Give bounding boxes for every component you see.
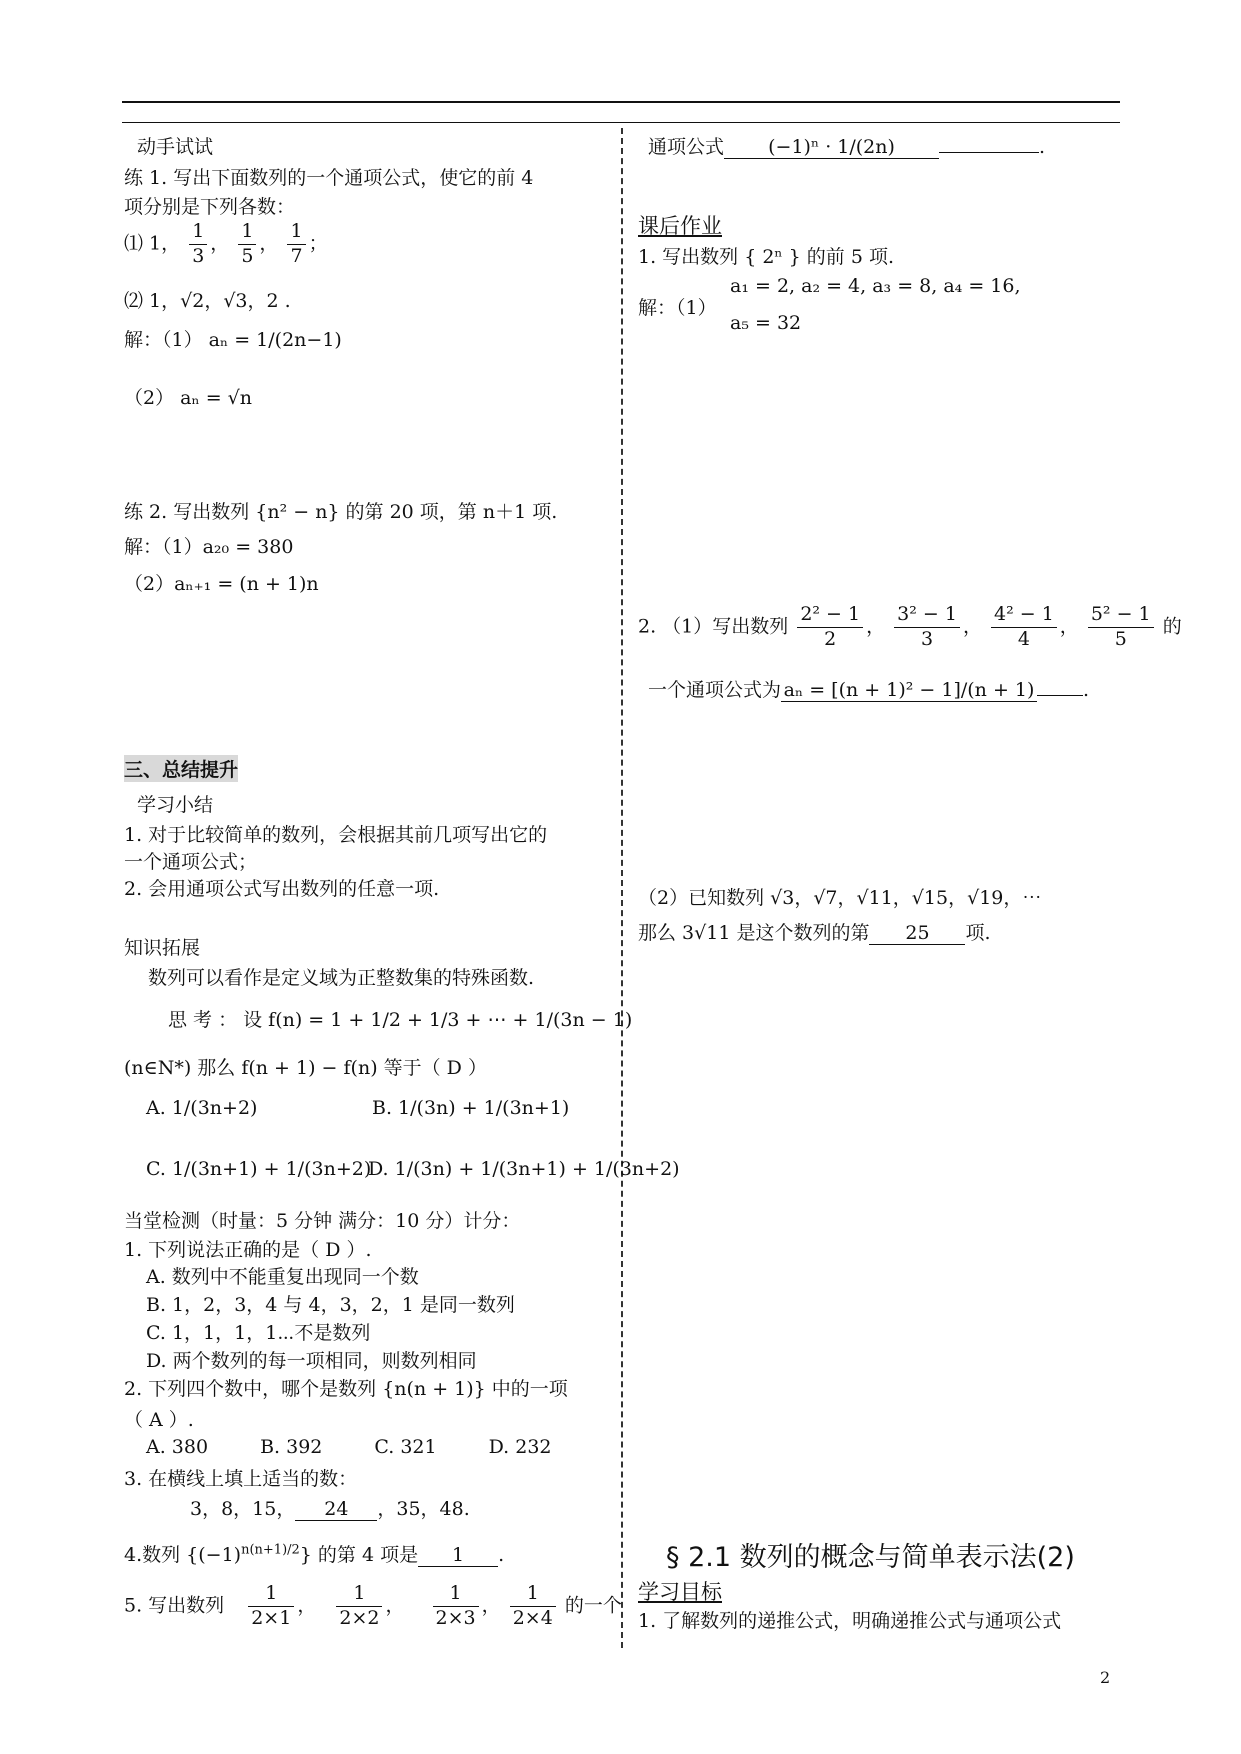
homework-2b-line2 — [638, 918, 991, 945]
hw2-line2-prefix: 一个通项公式为 — [648, 679, 782, 701]
fraction-1-3: $\frac{1}{3}$ — [189, 220, 207, 269]
question-1-option-a: A. 数列中不能重复出现同一个数 — [146, 1266, 419, 1288]
exercise-1-part1: ⑴ 1， $\frac{1}{3}$ ， $\frac{1}{5}$ ， $\frac{1}{7}$ ； — [124, 220, 328, 267]
solution-1-answer: aₙ = 1/(2n−1) — [208, 329, 342, 351]
hw2-answer: aₙ = [(n + 1)² − 1]/(n + 1) — [781, 679, 1037, 702]
section-3-heading: 三、总结提升 — [124, 755, 238, 782]
question-2-option: C. 321 — [374, 1436, 437, 1458]
extension-text: 数列可以看作是定义域为正整数集的特殊函数. — [148, 967, 535, 989]
q4-end: . — [498, 1544, 505, 1566]
exercise-2-solution-1: 解：（1）a₂₀ = 380 — [124, 536, 294, 558]
general-formula-answer: (−1)ⁿ · 1/(2n) — [724, 136, 939, 159]
header-rule — [122, 101, 1120, 103]
q4-prefix: 4.数列 {(−1) — [124, 1544, 242, 1566]
q5-fraction: $\frac{1}{2\times 2}$ — [336, 1582, 382, 1631]
hw2-fraction: $\frac{\text{3² − 1}}{3}$ — [894, 603, 960, 652]
q5-fraction: $\frac{1}{2\times 1}$ — [248, 1582, 294, 1631]
think-formula: f(n) = 1 + 1/2 + 1/3 + ⋯ + 1/(3n − 1) — [268, 1009, 633, 1031]
homework-title: 课后作业 — [638, 214, 722, 238]
learning-goal-1: 1. 了解数列的递推公式，明确递推公式与通项公式 — [638, 1610, 1062, 1632]
extension-title: 知识拓展 — [124, 937, 201, 959]
summary-item-1a: 1. 对于比较简单的数列，会根据其前几项写出它的 — [124, 824, 548, 846]
general-formula-blank-tail — [939, 152, 1039, 153]
q5-prefix: 5. 写出数列 — [124, 1594, 225, 1617]
q4-suffix: } 的第 4 项是 — [299, 1544, 419, 1566]
homework-1-solution-line2: a₅ = 32 — [730, 312, 802, 334]
hw2-blank-tail — [1037, 695, 1083, 696]
hw2b-suffix: 项. — [965, 922, 991, 944]
homework-1-solution-label: 解：（1） — [638, 297, 717, 319]
q5-fraction: $\frac{1}{2\times 4}$ — [510, 1582, 556, 1631]
summary-title: 学习小结 — [137, 794, 214, 816]
think-question — [168, 1005, 632, 1032]
q3-seq-b: ，35，48. — [377, 1498, 470, 1520]
question-4 — [124, 1540, 504, 1567]
summary-item-2: 2. 会用通项公式写出数列的任意一项. — [124, 878, 440, 900]
hw2-fraction: $\frac{\text{5² − 1}}{5}$ — [1088, 603, 1154, 652]
fraction-1-7: $\frac{1}{7}$ — [287, 220, 305, 269]
q3-seq-a: 3，8，15， — [190, 1498, 296, 1520]
option-a: A. 1/(3n+2) — [146, 1097, 258, 1119]
hw2b-blank: 25 — [869, 922, 965, 945]
think-prefix: 思 考 ： 设 — [168, 1009, 263, 1031]
part1-label: ⑴ 1， — [124, 232, 181, 255]
homework-2: 2. （1）写出数列 $\frac{\text{2² − 1}}{2}$ ， $\frac{\text{3² − 1}}{3}$ ， $\frac{\text{4² − 1}}{4}$ ， $\frac{\text{5² − 1}}{5}$ 的 — [638, 603, 1182, 650]
solution-2-answer: aₙ = √n — [180, 387, 253, 409]
homework-2-line2 — [648, 675, 1089, 702]
try-title: 动手试试 — [137, 136, 214, 158]
exercise-1-line1: 练 1. 写出下面数列的一个通项公式，使它的前 4 — [124, 167, 534, 189]
header-rule-thin — [122, 122, 1120, 123]
page-number: 2 — [1100, 1668, 1111, 1687]
think-line2: (n∈N*) 那么 f(n + 1) − f(n) 等于（ D ） — [124, 1057, 487, 1079]
check-title: 当堂检测（时量：5 分钟 满分：10 分）计分： — [124, 1210, 521, 1232]
question-3-sequence — [190, 1494, 470, 1521]
solution-1 — [124, 325, 342, 352]
section-2-1-title: § 2.1 数列的概念与简单表示法(2) — [666, 1542, 1075, 1573]
solution-2-label: （2） — [124, 387, 175, 409]
exercise-1-line2: 项分别是下列各数： — [124, 196, 296, 218]
question-2: 2. 下列四个数中，哪个是数列 {n(n + 1)} 中的一项 — [124, 1378, 568, 1400]
exercise-1-part2: ⑵ 1，√2，√3，2 . — [124, 290, 291, 312]
question-2-answer: （ A ）. — [124, 1409, 194, 1431]
solution-2 — [124, 383, 252, 410]
q4-exponent: n(n+1)/2 — [241, 1542, 300, 1558]
hw2-prefix: 2. （1）写出数列 — [638, 615, 789, 638]
homework-1: 1. 写出数列 { 2ⁿ } 的前 5 项. — [638, 246, 895, 268]
homework-1-solution-line1: a₁ = 2, a₂ = 4, a₃ = 8, a₄ = 16, — [730, 275, 1021, 297]
hw2-suffix: 的 — [1162, 615, 1182, 638]
exercise-2: 练 2. 写出数列 {n² − n} 的第 20 项，第 n＋1 项. — [124, 501, 558, 523]
summary-item-1b: 一个通项公式； — [124, 851, 258, 873]
question-1-option-c: C. 1，1，1，1⋯不是数列 — [146, 1322, 371, 1344]
option-b: B. 1/(3n) + 1/(3n+1) — [372, 1097, 570, 1119]
hw2b-prefix: 那么 3√11 是这个数列的第 — [638, 922, 870, 944]
q4-blank: 1 — [418, 1544, 498, 1567]
question-2-option: A. 380 — [146, 1436, 209, 1458]
general-formula-line — [648, 132, 1045, 159]
hw2-fraction: $\frac{\text{4² − 1}}{4}$ — [991, 603, 1057, 652]
question-2-options — [146, 1436, 552, 1458]
hw2-end: . — [1083, 679, 1090, 701]
option-c: C. 1/(3n+1) + 1/(3n+2) — [146, 1158, 372, 1180]
homework-2b-line1: （2）已知数列 √3，√7，√11，√15，√19，⋯ — [638, 887, 1042, 909]
general-formula-end: . — [1039, 136, 1046, 158]
q5-fraction: $\frac{1}{2\times 3}$ — [433, 1582, 479, 1631]
question-1-option-d: D. 两个数列的每一项相同，则数列相同 — [146, 1350, 477, 1372]
question-3: 3. 在横线上填上适当的数： — [124, 1468, 358, 1490]
exercise-2-solution-2: （2）aₙ₊₁ = (n + 1)n — [124, 573, 319, 595]
fraction-1-5: $\frac{1}{5}$ — [238, 220, 256, 269]
hw2-fraction: $\frac{\text{2² − 1}}{2}$ — [797, 603, 863, 652]
column-divider — [621, 128, 623, 1648]
question-5: 5. 写出数列 $\frac{1}{2\times 1}$ ， $\frac{1}{2\times 2}$ ， $\frac{1}{2\times 3}$ ， $\frac{1}{2\times 4}$ 的一个 — [124, 1582, 622, 1629]
q5-suffix: 的一个 — [564, 1594, 622, 1617]
question-1-option-b: B. 1，2，3，4 与 4，3，2，1 是同一数列 — [146, 1294, 515, 1316]
q3-blank: 24 — [295, 1498, 377, 1521]
learning-goals-title: 学习目标 — [638, 1580, 722, 1604]
question-2-option: B. 392 — [260, 1436, 323, 1458]
general-formula-label: 通项公式 — [648, 136, 725, 158]
question-1: 1. 下列说法正确的是（ D ）. — [124, 1239, 372, 1261]
question-2-option: D. 232 — [488, 1436, 552, 1458]
option-d: D. 1/(3n) + 1/(3n+1) + 1/(3n+2) — [368, 1158, 680, 1180]
solution-1-label: 解：（1） — [124, 329, 203, 351]
